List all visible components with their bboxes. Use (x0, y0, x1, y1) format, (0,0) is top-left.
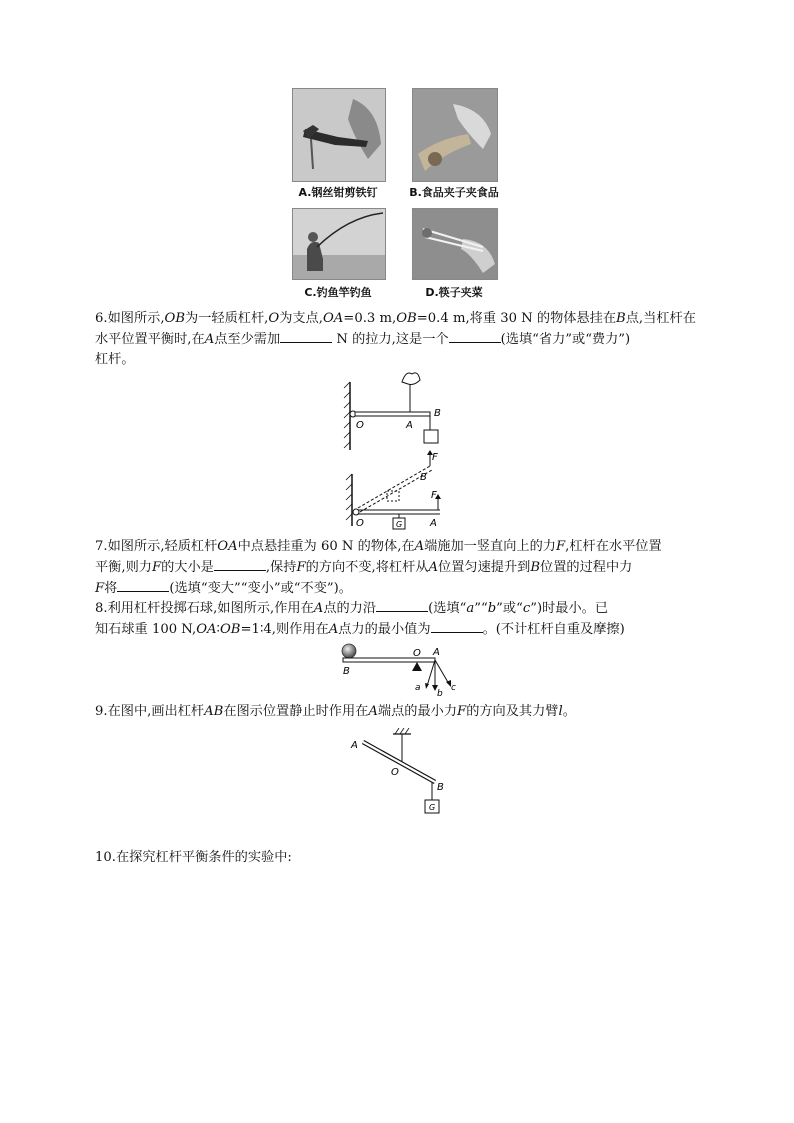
q9-lever-figure (345, 728, 455, 820)
q7-text: ,保持 (265, 560, 297, 575)
q7-var: F (296, 560, 306, 575)
photo-chopsticks (412, 208, 498, 280)
q7-text: 位置的过程中力 (540, 560, 633, 575)
chopsticks-image (413, 209, 497, 279)
q7-text: (选填“变大”“变小”或“不变”)。 (169, 581, 352, 596)
q8-label-b: B (343, 666, 350, 677)
photo-caption-a: A.钢丝钳剪铁钉 (298, 186, 378, 199)
question-6 (95, 309, 715, 370)
question-9 (95, 702, 715, 722)
q7-text: 的方向不变,将杠杆从 (305, 560, 429, 575)
q7-text: 端施加一竖直向上的力 (424, 539, 556, 554)
q6-line-2 (95, 329, 715, 350)
q7-answer-blank-1[interactable] (214, 557, 266, 571)
q7-var: F (556, 539, 566, 554)
q9-label-a: A (351, 740, 358, 751)
q6-answer-blank-2[interactable] (449, 329, 501, 343)
q8-text: 8.利用杠杆投掷石球,如图所示,作用在 (95, 601, 314, 616)
q6-text: (选填“省力”或“费力”) (500, 332, 631, 347)
q6-label-o: O (356, 420, 364, 431)
q8-var: A (313, 601, 324, 616)
q8-line-1 (95, 598, 715, 619)
q8-text: 知石球重 100 N, (95, 622, 197, 637)
q8-label-a-dir: a (415, 683, 421, 693)
q6-label-b: B (434, 408, 441, 419)
photo-pliers (292, 88, 386, 182)
photo-caption-d: D.筷子夹菜 (425, 286, 483, 299)
q8-var: OB (219, 622, 241, 637)
q6-var: OA (322, 311, 344, 326)
q8-label-a: A (433, 647, 440, 658)
q7-label-a: A (430, 518, 437, 529)
q7-label-g: G (396, 520, 403, 529)
q7-var: F (95, 581, 105, 596)
q9-label-g: G (429, 803, 436, 812)
q6-text: =0.3 m, (343, 311, 397, 326)
q8-text: ”或“ (496, 601, 523, 616)
q9-var: A (368, 704, 378, 719)
q8-var: OA (196, 622, 217, 637)
q6-line-3: 杠杆。 (95, 352, 135, 367)
q6-label-a: A (406, 420, 413, 431)
q10-line: 10.在探究杠杆平衡条件的实验中: (95, 850, 292, 865)
q8-text: =1∶4,则作用在 (240, 622, 329, 637)
q8-answer-blank-1[interactable] (376, 598, 428, 612)
q6-answer-blank-1[interactable] (280, 329, 332, 343)
pliers-image (293, 89, 385, 181)
question-7 (95, 537, 715, 599)
q9-text: 。 (562, 704, 576, 719)
q6-text: N 的拉力,这是一个 (336, 332, 449, 347)
photo-caption-b: B.食品夹子夹食品 (409, 186, 499, 199)
q6-line-1 (95, 309, 715, 329)
q9-label-b: B (437, 782, 444, 793)
q9-line (95, 702, 715, 722)
q7-label-f: F (431, 490, 437, 501)
q8-var: A (328, 622, 339, 637)
q6-var: OB (164, 311, 186, 326)
q8-text: 。(不计杠杆自重及摩擦) (482, 622, 625, 637)
fishing-image (293, 209, 385, 279)
q8-answer-blank-2[interactable] (431, 619, 483, 633)
q9-text: 的方向及其力臂 (466, 704, 559, 719)
q6-text: 为支点, (279, 311, 323, 326)
q8-label-o: O (413, 648, 421, 659)
q6-text: =0.4 m,将重 30 N 的物体悬挂在 (416, 311, 617, 326)
q8-var: c (522, 601, 531, 616)
q7-lever-figure (340, 446, 460, 532)
q8-text: ”)时最小。已 (530, 601, 609, 616)
q6-text: 点至少需加 (214, 332, 281, 347)
q7-answer-blank-2[interactable] (117, 578, 169, 592)
q7-text: 位置匀速提升到 (438, 560, 531, 575)
q7-var: OA (217, 539, 238, 554)
q9-label-o: O (391, 767, 399, 778)
q7-text: 7.如图所示,轻质杠杆 (95, 539, 218, 554)
q6-var: OB (396, 311, 417, 326)
q9-var: l (558, 704, 563, 719)
q9-var: F (457, 704, 467, 719)
q7-var: F (151, 560, 162, 575)
q7-label-b: B (420, 472, 427, 483)
q6-text: 为一轻质杠杆, (185, 311, 269, 326)
q7-text: 将 (104, 581, 118, 596)
q8-text: ”“ (474, 601, 488, 616)
photo-food-tongs (412, 88, 498, 182)
photo-fishing-rod (292, 208, 386, 280)
q9-text: 9.在图中,画出杠杆 (95, 704, 205, 719)
q8-line-2 (95, 619, 715, 640)
q7-label-o: O (356, 518, 364, 529)
q8-text: (选填“ (428, 601, 467, 616)
q7-text: 平衡,则力 (95, 560, 152, 575)
q6-text: 水平位置平衡时,在 (95, 332, 205, 347)
q7-line-1 (95, 537, 715, 557)
q9-text: 在图示位置静止时作用在 (223, 704, 369, 719)
q7-line-3 (95, 578, 715, 599)
q6-var: B (616, 311, 626, 326)
q9-text: 端点的最小力 (377, 704, 458, 719)
q6-var: A (204, 332, 215, 347)
q8-var: b (487, 601, 497, 616)
question-8 (95, 598, 715, 640)
q7-var: A (428, 560, 439, 575)
q7-var: A (414, 539, 425, 554)
q7-line-2 (95, 557, 715, 578)
q7-label-f-top: F (432, 452, 438, 463)
q7-text: 的大小是 (161, 560, 214, 575)
q8-label-c-dir: c (451, 683, 456, 693)
q8-text: ∶ (216, 622, 220, 637)
question-10 (95, 848, 715, 868)
q6-text: 点,当杠杆在 (625, 311, 696, 326)
q8-text: 点力的最小值为 (338, 622, 431, 637)
q6-lever-figure (340, 368, 450, 458)
q8-label-b-dir: b (437, 689, 443, 698)
q6-var: O (268, 311, 280, 326)
q8-var: a (466, 601, 475, 616)
q7-text: ,杠杆在水平位置 (565, 539, 662, 554)
q7-var: B (530, 560, 541, 575)
q7-text: 中点悬挂重为 60 N 的物体,在 (237, 539, 415, 554)
q9-var: AB (204, 704, 224, 719)
q6-text: 6.如图所示, (95, 311, 165, 326)
tongs-image (413, 89, 497, 181)
q8-text: 点的力沿 (323, 601, 377, 616)
q8-catapult-figure (335, 640, 465, 698)
photo-caption-c: C.钓鱼竿钓鱼 (304, 286, 372, 299)
